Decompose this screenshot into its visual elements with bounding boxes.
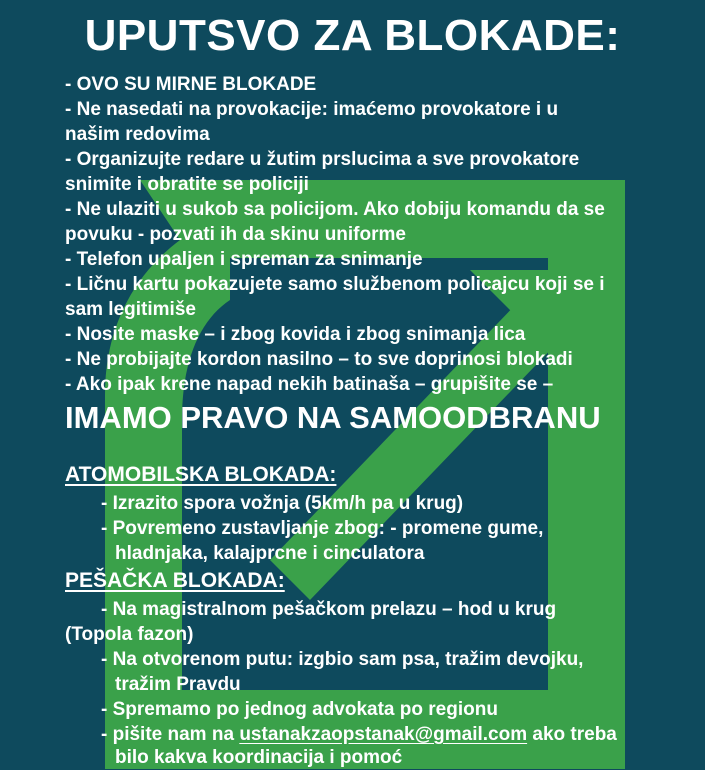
rule-line: našim redovima: [65, 124, 210, 145]
foot-block-line: - Na magistralnom pešačkom prelazu – hod u krug: [101, 599, 557, 620]
rule-line: - Ne probijajte kordon nasilno – to sve doprinosi blokadi: [65, 349, 573, 370]
contact-line: [101, 722, 617, 747]
rule-line: - Ne nasedati na provokacije: imaćemo provokatore i u: [65, 99, 559, 120]
foot-block-line: - Spremamo po jednog advokata po regionu: [101, 699, 498, 720]
contact-suffix: ako treba: [527, 724, 617, 745]
auto-block-line: - Izrazito spora vožnja (5km/h pa u krug): [101, 493, 464, 514]
contact-prefix: - pišite nam na: [101, 724, 240, 745]
rule-line: sam legitimiše: [65, 299, 196, 320]
rule-line: - Ličnu kartu pokazujete samo službenom policajcu koji se i: [65, 274, 605, 295]
foot-block-line: (Topola fazon): [65, 624, 194, 645]
foot-block-heading: PEŠAČKA BLOKADA:: [65, 569, 285, 592]
auto-block-line: - Povremeno zustavljanje zbog: - promene gume,: [101, 518, 544, 539]
auto-block-heading: ATOMOBILSKA BLOKADA:: [65, 463, 337, 486]
rule-line: - Organizujte redare u žutim prslucima a sve provokatore: [65, 149, 580, 170]
rule-line: - Nosite maske – i zbog kovida i zbog snimanja lica: [65, 324, 526, 345]
rule-line: snimite i obratite se policiji: [65, 174, 309, 195]
page-title: UPUTSVO ZA BLOKADE:: [84, 11, 621, 60]
foot-block-line: tražim Pravdu: [115, 674, 241, 695]
rule-line: - Ne ulaziti u sukob sa policijom. Ako dobiju komandu da se: [65, 199, 605, 220]
rule-line: - Ako ipak krene napad nekih batinaša – grupišite se –: [65, 374, 554, 395]
rule-line: povuku - pozvati ih da skinu uniforme: [65, 224, 406, 245]
foot-block-line: - Na otvorenom putu: izgbio sam psa, tražim devojku,: [101, 649, 584, 670]
self-defense-heading: IMAMO PRAVO NA SAMOODBRANU: [65, 400, 601, 435]
contact-line-2: bilo kakva koordinacija i pomoć: [115, 747, 403, 768]
rule-line: - Telefon upaljen i spreman za snimanje: [65, 249, 423, 270]
auto-block-line: hladnjaka, kalajprcne i cinculatora: [115, 543, 425, 564]
rule-line: - OVO SU MIRNE BLOKADE: [65, 74, 317, 95]
contact-email-link[interactable]: ustanakzaopstanak@gmail.com: [239, 724, 528, 745]
